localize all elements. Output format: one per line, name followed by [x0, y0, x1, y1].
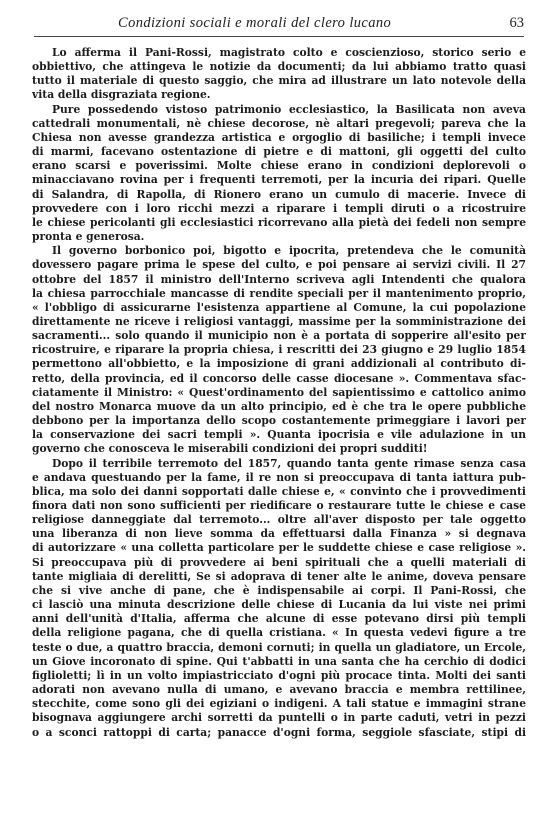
- page-header: [34, 15, 524, 35]
- text-line: la chiesa parrocchiale mancasse di rendite speciali per il mantenimento proprio,: [32, 286, 526, 300]
- text-line: dovessero pagare prima le spese del culto, e poi pensare ai servizi civili. Il 27: [32, 258, 526, 272]
- text-line: la conservazione dei sacri templi ». Quanta ipocrisia e vile adulazione in un: [32, 428, 526, 442]
- text-line: tutto il materiale di questo saggio, che mira ad illustrare un lato notevole della: [32, 74, 526, 88]
- text-line: obbiettivo, che attingeva le notizie da documenti; da lui abbiamo tratto quasi: [32, 60, 526, 74]
- text-line: del nostro Monarca muove da un alto principio, ed è che tra le opere pubbliche: [32, 399, 526, 413]
- text-line: le chiese pericolanti gli ecclesiastici ricorrevano alla pietà dei fedeli non sempre: [32, 215, 526, 229]
- running-title: Condizioni sociali e morali del clero lucano: [118, 15, 392, 31]
- text-line: Il governo borbonico poi, bigotto e ipocrita, pretendeva che le comunità: [52, 244, 526, 258]
- text-line: bisognava aggiungere archi sorretti da puntelli o in parte caduti, vetri in pezzi: [32, 711, 526, 725]
- text-line: teste o due, a quattro braccia, demoni cornuti; in quella un gladiatore, un Ercole,: [32, 640, 526, 654]
- text-line: della religione pagana, che di quella cristiana. « In questa vedevi figure a tre: [32, 626, 526, 640]
- text-line: « l'obbligo di assicurarne l'esistenza appartiene al Comune, la cui popolazione: [32, 300, 526, 314]
- text-line: di autorizzare « una colletta particolare per le suddette chiese e case religiose ».: [32, 541, 526, 555]
- paragraph: [32, 457, 526, 740]
- body-text: [32, 46, 526, 740]
- paragraph: [32, 103, 526, 245]
- text-line: ricostruire, e riparare la propria chiesa, i rescritti dei 23 giugno e 29 luglio 1854: [32, 343, 526, 357]
- text-line: un Giove incoronato di spine. Qui t'abbatti in una santa che ha cerchio di dodici: [32, 654, 526, 668]
- text-line: finora dati non sono sufficienti per riedificare o restaurare tutte le chiese e case: [32, 499, 526, 512]
- text-line: ottobre del 1857 il ministro dell'Interno scriveva agli Intendenti che qualora: [32, 272, 526, 286]
- text-line: di Salandra, di Rapolla, di Rionero erano un cumulo di macerie. Invece di: [32, 187, 526, 201]
- text-line: provvedere con i loro ricchi mezzi a riparare i templi diruti o a ricostruire: [32, 201, 526, 215]
- text-line: o a sconci rattoppi di carta; panacce d'ogni forma, seggiole sfasciate, stipi di: [32, 725, 526, 739]
- text-line: vita della disgraziata regione.: [32, 88, 211, 102]
- text-line: una liberanza di non lieve somma da effettuarsi dalla Finanza » si degnava: [32, 527, 526, 541]
- text-line: tante migliaia di derelitti, Se si adoprava di tener alte le anime, doveva pensare: [32, 569, 526, 583]
- text-line: religiose danneggiate dal terremoto... oltre all'aver disposto per tale oggetto: [32, 513, 526, 527]
- text-line: stecchite, come sono gli dei egiziani o indigeni. A tali statue e immagini strane: [32, 697, 526, 711]
- text-line: debbono per la importanza dello scopo costantemente primeggiare i lavori per: [32, 414, 526, 428]
- text-line: Chiesa non avesse grandezza artistica e orgoglio di basiliche; i templi invece: [32, 130, 526, 144]
- text-line: adorati non avevano nulla di umano, e avevano braccia e membra rettilinee,: [32, 683, 526, 697]
- text-line: e andava questuando per la fame, il re non si preoccupava di tanta iattura pub-: [32, 470, 526, 484]
- text-line: pronta e generosa.: [32, 230, 145, 244]
- text-line: permettono all'obbietto, e la imposizione di grani addizionali al contributo di-: [32, 357, 526, 371]
- text-line: Pure possedendo vistoso patrimonio ecclesiastico, la Basilicata non aveva: [52, 102, 526, 116]
- text-line: che si vive anche di pane, che è indispensabile ai corpi. Il Pani-Rossi, che: [32, 583, 526, 597]
- header-rule: [34, 36, 524, 37]
- text-line: figlioletti; lì in un volto impiastricciato d'ogni più procace tinta. Molti dei santi: [32, 668, 526, 682]
- text-line: cattedrali monumentali, nè chiese decorose, nè altari pregevoli; pareva che la: [32, 116, 526, 130]
- text-line: minacciavano rovina per i frequenti terremoti, per la incuria dei ripari. Quelle: [32, 173, 526, 187]
- text-line: erano scarsi e poverissimi. Molte chiese erano in condizioni deplorevoli o: [32, 159, 526, 173]
- text-line: Si preoccupava più di provvedere ai beni spirituali che a quelli materiali di: [32, 555, 526, 569]
- page-number: 63: [509, 15, 524, 31]
- paragraph: [32, 244, 526, 456]
- text-line: Lo afferma il Pani-Rossi, magistrato colto e coscienzioso, storico serio e: [52, 46, 526, 59]
- text-line: governo che conosceva le miserabili condizioni dei propri sudditi!: [32, 442, 428, 456]
- text-line: Dopo il terribile terremoto del 1857, quando tanta gente rimase senza casa: [52, 456, 526, 470]
- text-line: blica, ma solo dei danni sopportati dalle chiese e, « convinto che i provvedimenti: [32, 484, 526, 498]
- paragraph: [32, 46, 526, 103]
- text-line: anni dell'unità d'Italia, afferma che alcune di esse potevano dirsi più templi: [32, 612, 526, 626]
- text-line: sacramenti... solo quando il municipio non è a portata di sopperire all'esito per: [32, 329, 526, 343]
- text-line: direttamente ne riceve i religiosi vantaggi, massime per la somministrazione dei: [32, 314, 526, 328]
- text-line: di marmi, facevano ostentazione di pietre e di mattoni, gli oggetti del culto: [32, 145, 526, 159]
- text-line: retto, della provincia, ed il concorso delle casse diocesane ». Commentava sfac-: [32, 371, 526, 385]
- text-line: ci lasciò una minuta descrizione delle chiese di Lucania da lui viste nei primi: [32, 598, 526, 612]
- text-line: ciatamente il Ministro: « Quest'ordinamento del sapientissimo e cattolico animo: [32, 385, 526, 399]
